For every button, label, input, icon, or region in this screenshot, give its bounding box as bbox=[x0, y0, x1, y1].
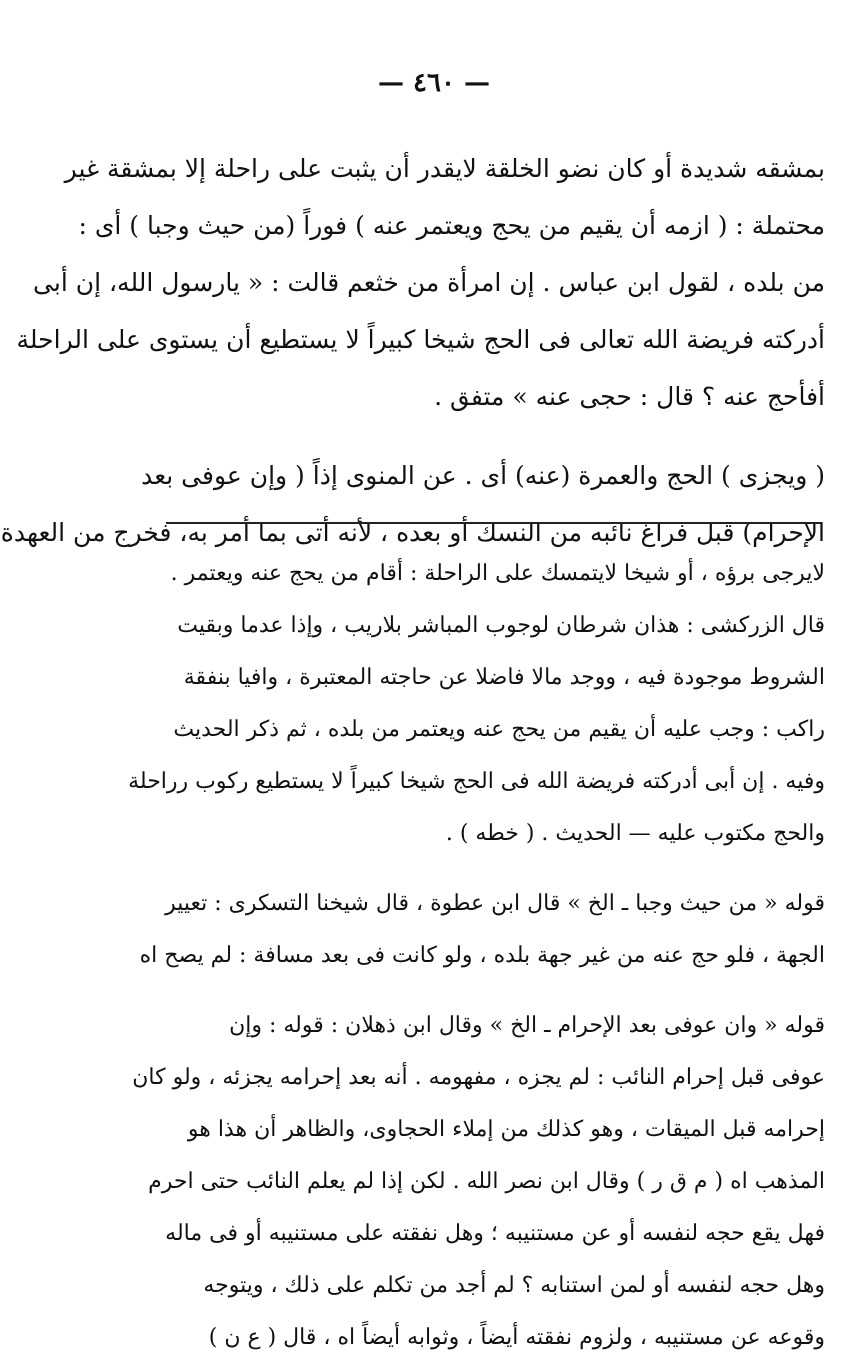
footnote-1 bbox=[128, 548, 825, 860]
page-number: — ٤٦٠ — bbox=[377, 68, 491, 98]
footnote-line: الجهة ، فلو حج عنه من غير جهة بلده ، ولو كانت فى بعد مسافة : لم يصح اه bbox=[139, 943, 825, 968]
text-line: ( ويجزى ) الحج والعمرة (عنه) أى . عن المنوى إذاً ( وإن عوفى بعد bbox=[141, 461, 825, 490]
footnote-line: قوله « من حيث وجبا ـ الخ » قال ابن عطوة ، قال شيخنا التسكرى : تعيير bbox=[165, 891, 825, 916]
footnote-line: وقوعه عن مستنيبه ، ولزوم نفقته أيضاً ، وثوابه أيضاً اه ، قال ( ع ن ) bbox=[208, 1325, 825, 1350]
paragraph-gap bbox=[160, 860, 825, 878]
paragraph-gap bbox=[160, 425, 825, 447]
footnote-line: المذهب اه ( م ق ر ) وقال ابن نصر الله . لكن إذا لم يعلم النائب حتى احرم bbox=[148, 1169, 825, 1194]
footnote-line: وهل حجه لنفسه أو لمن استنابه ؟ لم أجد من تكلم على ذلك ، ويتوجه bbox=[203, 1273, 825, 1298]
footnotes bbox=[128, 548, 825, 1364]
footnote-line: قوله « وان عوفى بعد الإحرام ـ الخ » وقال ابن ذهلان : قوله : وإن bbox=[229, 1013, 825, 1038]
main-paragraph-1 bbox=[16, 140, 825, 425]
text-line: بمشقه شديدة أو كان نضو الخلقة لايقدر أن يثبت على راحلة إلا بمشقة غير bbox=[64, 154, 825, 183]
footnote-2 bbox=[139, 878, 825, 982]
footnote-line: راكب : وجب عليه أن يقيم من يحج عنه ويعتمر من بلده ، ثم ذكر الحديث bbox=[173, 717, 825, 742]
footnote-line: الشروط موجودة فيه ، ووجد مالا فاضلا عن حاجته المعتبرة ، وافيا بنفقة bbox=[183, 665, 825, 690]
text-line: الإحرام) قبل فراغ نائبه من النسك أو بعده ، لأنه أتى بما أمر به، فخرج من العهدة bbox=[0, 518, 825, 547]
text-line: أدركته فريضة الله تعالى فى الحج شيخا كبيراً لا يستطيع أن يستوى على الراحلة bbox=[16, 325, 825, 354]
footnote-line: فهل يقع حجه لنفسه أو عن مستنيبه ؛ وهل نفقته على مستنيبه أو فى ماله bbox=[165, 1221, 825, 1246]
footnote-divider bbox=[166, 522, 821, 524]
text-line: أفأحج عنه ؟ قال : حجى عنه » متفق . bbox=[434, 382, 825, 411]
footnote-3 bbox=[132, 1000, 825, 1364]
footnote-line: والحج مكتوب عليه — الحديث . ( خطه ) . bbox=[445, 821, 825, 846]
main-text bbox=[0, 140, 825, 561]
main-paragraph-2 bbox=[0, 447, 825, 561]
paragraph-gap bbox=[160, 982, 825, 1000]
footnote-line: عوفى قبل إحرام النائب : لم يجزه ، مفهومه . أنه بعد إحرامه يجزئه ، ولو كان bbox=[132, 1065, 825, 1090]
footnote-line: وفيه . إن أبى أدركته فريضة الله فى الحج شيخا كبيراً لا يستطيع ركوب رراحلة bbox=[128, 769, 825, 794]
footnote-line: قال الزركشى : هذان شرطان لوجوب المباشر بلاريب ، وإذا عدما وبقيت bbox=[177, 613, 825, 638]
text-line: محتملة : ( ازمه أن يقيم من يحج ويعتمر عنه ) فوراً (من حيث وجبا ) أى : bbox=[78, 211, 825, 240]
footnote-line: لايرجى برؤه ، أو شيخا لايتمسك على الراحلة : أقام من يحج عنه ويعتمر . bbox=[170, 561, 825, 586]
text-line: من بلده ، لقول ابن عباس . إن امرأة من خثعم قالت : « يارسول الله، إن أبى bbox=[33, 268, 825, 297]
footnote-line: إحرامه قبل الميقات ، وهو كذلك من إملاء الحجاوى، والظاهر أن هذا هو bbox=[187, 1117, 825, 1142]
